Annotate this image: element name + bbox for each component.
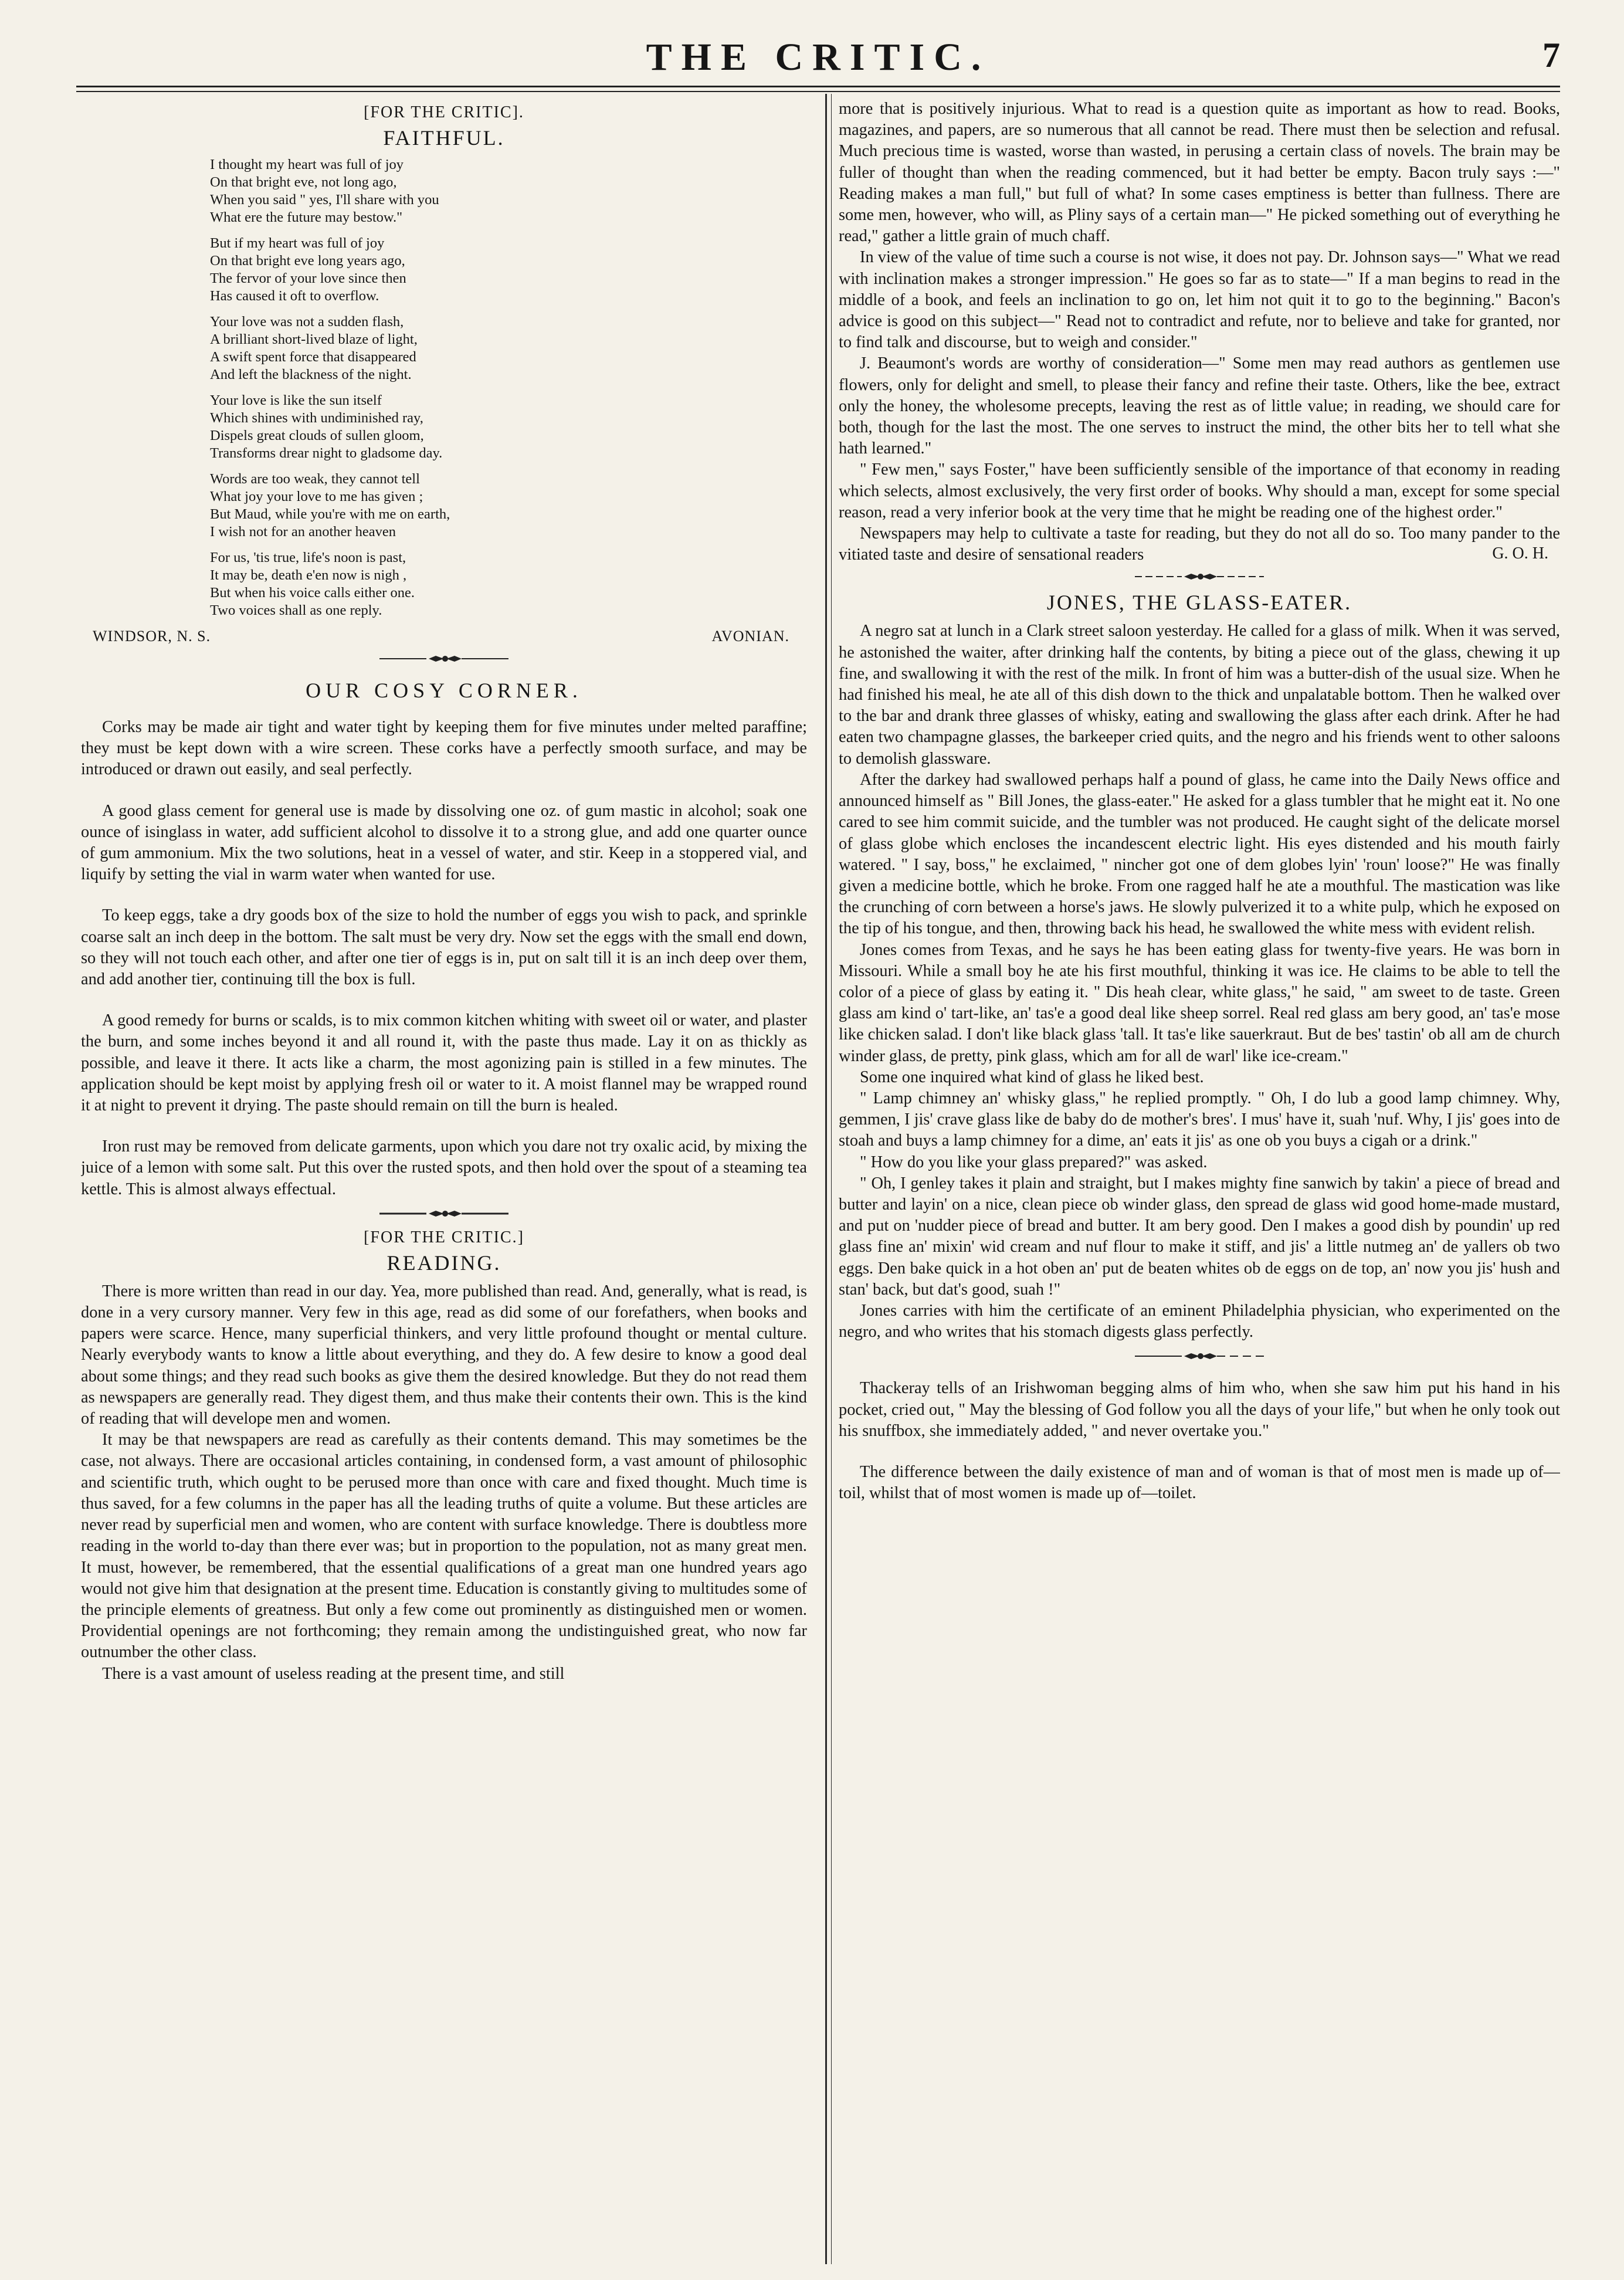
glass-eater-paragraph: After the darkey had swallowed perhaps half a pound of glass, he came into the Daily News office and announced himself as " Bill Jones, the glass-eater." He asked for a glass tumbler that he might eat it. No one cared to see him commit suicide, and the tumbler was not produced. He caught sight of the delicate morsel of glass globe which encloses the incandescent electric light. His eyes distended and his mouth fairly watered. " I say, boss," he exclaimed, " nincher got one of dem globes lyin' 'roun' loose?" He was finally given a medicine bottle, which he broke. From one ragged half he ate a mouthful. The mastication was like the crunching of corn between a horse's jaws. He slowly pulverized it to a white pulp, which he exposed on the tip of his tongue, and then, throwing back his head, he swallowed the white mess with evident relish.	[839, 770, 1560, 938]
reading-paragraph: There is more written than read in our day. Yea, more published than read. And, generally, what is read, is done in a very cursory manner. Very few in this age, read as did some of our forefathers, when books and papers were scarce. Hence, many superficial thinkers, and very little profound thought or mental culture. Nearly everybody wants to know a little about everything, and they do. A few desire to know a good deal about some things; and they read such books as give them the desired knowledge. But they do not read them as newspapers are generally read. They digest them, and thus make their contents their own. This is the kind of reading that will develope men and women.	[81, 1282, 807, 1428]
ornament-divider	[81, 649, 807, 669]
header-rule-thin	[76, 91, 1560, 92]
poem-line: But when his voice calls either one.	[210, 585, 415, 601]
glass-eater-section	[839, 590, 1560, 1343]
reading-paragraph: more that is positively injurious. What to read is a question quite as important as how to read. Books, magazines, and papers, are so numerous that all cannot be read. There must then be selection and refusal. Much precious time is wasted, worse than wasted, in perusing a certain class of novels. The brain may be fuller of thought than when the reading commenced, but it had better be empty. Bacon truly says :—" Reading makes a man full," but full of what? In some cases emptiness is better than fullness. There are some men, however, who will, as Pliny says of a certain man—" He picked something out of everything he read," gather a little grain of much chaff.	[839, 100, 1560, 246]
reading-paragraph: Newspapers may help to cultivate a taste for reading, but they do not all do so. Too many pander to the vitiated taste and desire of sensational readers	[839, 524, 1560, 564]
poem-place: WINDSOR, N. S.	[93, 628, 211, 645]
poem-line: For us, 'tis true, life's noon is past,	[210, 550, 406, 565]
glass-eater-paragraph: Some one inquired what kind of glass he liked best.	[860, 1068, 1204, 1086]
reading-paragraph: " Few men," says Foster," have been sufficiently sensible of the importance of that economy in reading which selects, almost exclusively, the very first order of books. Why should a man, except for some special reason, read a very inferior book at the very time that he might be reading one of the highest order."	[839, 460, 1560, 521]
poem-stanza	[210, 156, 807, 226]
ornament-divider	[81, 1204, 807, 1224]
glass-eater-paragraph: " How do you like your glass prepared?" was asked.	[860, 1153, 1208, 1171]
poem-stanza	[210, 235, 807, 305]
reading-paragraph: It may be that newspapers are read as carefully as their contents demand. This may sometimes be the case, not always. There are occasional articles containing, in condensed form, a vast amount of philosophic and scientific truth, which ought to be perused more than once with care and fixed thought. Much time is thus saved, for a few columns in the paper has all the leading truths of quite a volume. But these articles are never read by superficial men and women, who are content with surface knowledge. There is doubtless more reading in the world to-day than there ever was; but in proportion to the population, not as many great men. It must, however, be remembered, that the essential qualifications of a great man one hundred years ago would not give him that designation at the present time. Education is constantly giving to multitudes some of the principle elements of greatness. But only a few come out prominently as distinguished men or women. Providential openings are not forthcoming; they remain among the undistinguished great, who now far outnumber the other class.	[81, 1431, 807, 1662]
header-rule	[76, 86, 1560, 87]
reading-kicker: [FOR THE CRITIC.]	[364, 1228, 524, 1246]
ornament-divider	[839, 1346, 1560, 1366]
poem-line: On that bright eve, not long ago,	[210, 174, 397, 190]
poem-signature	[93, 628, 789, 645]
poem-line: Has caused it oft to overflow.	[210, 288, 379, 304]
reading-signoff: G. O. H.	[1492, 544, 1548, 563]
poem-stanza	[210, 470, 807, 541]
poem-stanza	[210, 549, 807, 619]
poem-line: But if my heart was full of joy	[210, 235, 385, 251]
poem-section	[81, 103, 807, 645]
reading-continued	[839, 99, 1560, 563]
poem-line: Transforms drear night to gladsome day.	[210, 445, 443, 461]
poem-body	[210, 156, 807, 619]
poem-line: A brilliant short-lived blaze of light,	[210, 331, 418, 347]
poem-title: FAITHFUL.	[383, 126, 505, 150]
poem-line: On that bright eve long years ago,	[210, 253, 405, 269]
poem-line: The fervor of your love since then	[210, 270, 406, 286]
reading-paragraph: J. Beaumont's words are worthy of consideration—" Some men may read authors as gentlemen use flowers, only for delight and smell, to please their fancy and refine their taste. Others, like the bee, extract only the honey, the wholesome precepts, leaving the rest as of little value; in reading, we should care for both, though for the last the most. The one serves to instruct the mind, the other bits her to tell what she hath learned."	[839, 354, 1560, 458]
glass-eater-paragraph: " Oh, I genley takes it plain and straight, but I makes mighty fine sanwich by takin' a piece of bread and butter and layin' on a nice, clean piece ob winder glass, den spread de glass wid good home-made mustard, and put on 'nudder piece of bread and butter. It am bery good. Den I makes a good dish by poundin' up red glass fine an' mixin' wid cream and nuf flour to make it stiff, and jis' a little nutmeg an' de yallers ob two eggs. Den bake quick in a hot oben an' put de beaten whites ob de eggs on de top, an' now you jis' hush and stan' back, but dat's good, suah !"	[839, 1174, 1560, 1299]
poem-line: I thought my heart was full of joy	[210, 157, 404, 172]
poem-line: A swift spent force that disappeared	[210, 349, 416, 365]
poem-line: And left the blackness of the night.	[210, 367, 412, 382]
poem-author: AVONIAN.	[711, 628, 789, 645]
poem-line: What joy your love to me has given ;	[210, 489, 423, 504]
poem-line: Your love is like the sun itself	[210, 392, 382, 408]
glass-eater-paragraph: A negro sat at lunch in a Clark street saloon yesterday. He called for a glass of milk. When it was served, he astonished the waiter, after drinking half the contents, by biting a piece out of the glass, chewing it up fine, and swallowing it with the rest of the milk. In front of him was a butter-dish of the usual size. When he had finished his meal, he ate all of this dish down to the thick and unpalatable bottom. Then he walked over to the bar and drank three glasses of whisky, eating and swallowing the glass after each drink. After he had eaten two champagne glasses, the barkeeper cried quits, and the negro and his friends went to other saloons to demolish glassware.	[839, 622, 1560, 768]
cosy-corner-section	[81, 678, 807, 1200]
glass-eater-title: JONES, THE GLASS-EATER.	[1046, 591, 1352, 615]
tip-paragraph: Corks may be made air tight and water tight by keeping them for five minutes under melted paraffine; they must be kept down with a wire screen. These corks have a perfectly smooth surface, and may be introduced or drawn out easily, and seal perfectly.	[81, 718, 807, 779]
publication-title: THE CRITIC.	[646, 36, 991, 79]
poem-line: It may be, death e'en now is nigh ,	[210, 567, 407, 583]
poem-kicker: [FOR THE CRITIC].	[364, 103, 524, 121]
reading-section	[81, 1228, 807, 1685]
column-divider-thin	[831, 94, 832, 2264]
thackeray-anecdote: Thackeray tells of an Irishwoman begging alms of him who, when she saw him put his hand in his pocket, cried out, " May the blessing of God follow you all the days of your life," but when he only took out his snuffbox, she immediately added, " and never overtake you."	[839, 1379, 1560, 1440]
poem-line: When you said " yes, I'll share with you	[210, 192, 439, 208]
cosy-corner-title: OUR COSY CORNER.	[306, 679, 582, 702]
poem-line: Dispels great clouds of sullen gloom,	[210, 428, 424, 443]
column-divider	[825, 94, 827, 2264]
poem-line: Your love was not a sudden flash,	[210, 314, 404, 330]
poem-line: Which shines with undiminished ray,	[210, 410, 423, 426]
tip-paragraph: A good remedy for burns or scalds, is to mix common kitchen whiting with sweet oil or water, and plaster the burn, and some inches beyond it and all round it, with the paste thus made. Lay it on as thickly as possible, and leave it there. It acts like a charm, the most agonizing pain is stilled in a few minutes. The application should be kept moist by applying fresh oil or water to it. A moist flannel may be wrapped round it at night to prevent it drying. The paste should remain on till the burn is healed.	[81, 1011, 807, 1115]
reading-title: READING.	[386, 1251, 501, 1275]
poem-line: What ere the future may bestow."	[210, 209, 403, 225]
tip-paragraph: Iron rust may be removed from delicate garments, upon which you dare not try oxalic acid, by mixing the juice of a lemon with some salt. Put this over the rusted spots, and then hold over the spout of a steaming tea kettle. This is almost always effectual.	[81, 1137, 807, 1198]
glass-eater-paragraph: Jones carries with him the certificate of an eminent Philadelphia physician, who experimented on the negro, and who writes that his stomach digests glass perfectly.	[839, 1301, 1560, 1341]
poem-line: Words are too weak, they cannot tell	[210, 471, 420, 487]
glass-eater-paragraph: Jones comes from Texas, and he says he has been eating glass for twenty-five years. He was born in Missouri. While a small boy he ate his first mouthful, thinking it was ice. He claims to be able to tell the color of a piece of glass by eating it. " Dis heah clear, white glass," he said, " am sweet to de taste. Green glass am kind o' tart-like, an' tas'e a good deal like sheep sorrel. Real red glass am bery good, an' tas'e mose like chicken salad. I don't like black glass 'tall. It tas'e like sauerkraut. But de bes' tastin' ob all am de church winder glass, de pretty, pink glass, which am for all de warl' like ice-cream."	[839, 940, 1560, 1065]
poem-stanza	[210, 313, 807, 384]
poem-line: Two voices shall as one reply.	[210, 602, 382, 618]
right-column	[839, 99, 1560, 2269]
difference-quip: The difference between the daily existence of man and of woman is that of most men is made up of—toil, whilst that of most women is made up of—toilet.	[839, 1462, 1560, 1503]
left-column	[81, 99, 807, 2269]
reading-paragraph: There is a vast amount of useless reading at the present time, and still	[102, 1664, 565, 1683]
tip-paragraph: A good glass cement for general use is made by dissolving one oz. of gum mastic in alcohol; soak one ounce of isinglass in water, add sufficient alcohol to dissolve it to a strong glue, and add one quarter ounce of gum ammonium. Mix the two solutions, heat in a vessel of water, and stir. Keep in a stoppered vial, and liquify by setting the vial in warm water when wanted for use.	[81, 801, 807, 884]
ornament-divider	[839, 567, 1560, 587]
glass-eater-paragraph: " Lamp chimney an' whisky glass," he replied promptly. " Oh, I do lub a good lamp chimney. Why, gemmen, I jis' crave glass like de baby do de mother's bres'. I mus' have it, suah 'nuf. Why, I jis' goes into de stoah and buys a lamp chimney for a dime, an' eats it jis' as one ob you buys a cigah or a drink."	[839, 1089, 1560, 1150]
page-number: 7	[1542, 36, 1560, 74]
poem-line: But Maud, while you're with me on earth,	[210, 506, 450, 522]
masthead	[76, 35, 1560, 94]
poem-stanza	[210, 392, 807, 462]
tip-paragraph: To keep eggs, take a dry goods box of the size to hold the number of eggs you wish to pack, and sprinkle coarse salt an inch deep in the bottom. The salt must be very dry. Now set the eggs with the small end down, so they will not touch each other, and after one tier of eggs is in, put on salt till it is an inch deep over them, and add another tier, continuing till the box is full.	[81, 906, 807, 989]
reading-paragraph: In view of the value of time such a course is not wise, it does not pay. Dr. Johnson says—" What we read with inclination makes a stronger impression." He goes so far as to state—" If a man begins to read in the middle of a book, and feels an inclination to go on, let him not quit it to go to the beginning." Bacon's advice is good on this subject—" Read not to contradict and refute, nor to believe and take for granted, nor to find talk and discourse, but to weigh and consider."	[839, 248, 1560, 352]
poem-line: I wish not for an another heaven	[210, 524, 396, 540]
